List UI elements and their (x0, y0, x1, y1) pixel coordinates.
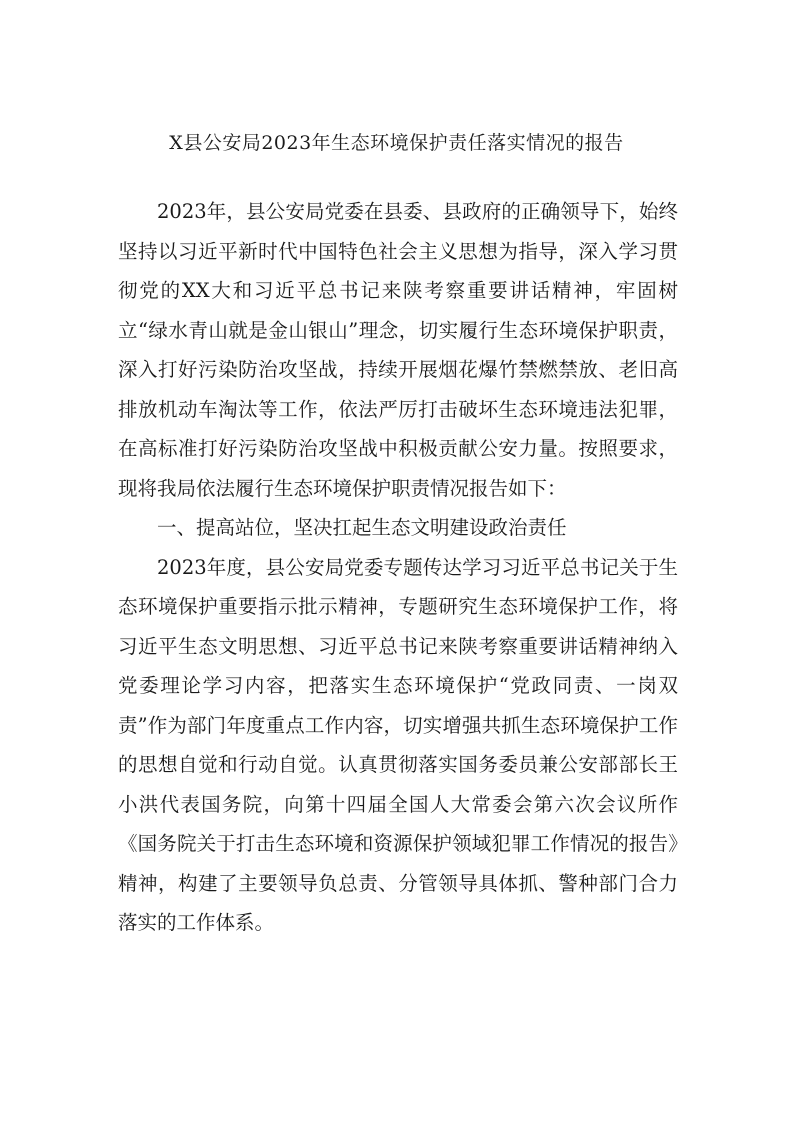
section-1-paragraph: 2023年度，县公安局党委专题传达学习习近平总书记关于生态环境保护重要指示批示精神，专题研究生态环境保护工作，将习近平生态文明思想、习近平总书记来陕考察重要讲话精神纳入党委理论学习内容，把落实生态环境保护“党政同责、一岗双责”作为部门年度重点工作内容，切实增强共抓生态环境保护工作的思想自觉和行动自觉。认真贯彻落实国务委员兼公安部部长王小洪代表国务院，向第十四届全国人大常委会第六次会议所作《国务院关于打击生态环境和资源保护领域犯罪工作情况的报告》精神，构建了主要领导负总责、分管领导具体抓、警种部门合力落实的工作体系。 (118, 555, 678, 934)
document-title: X县公安局2023年生态环境保护责任落实情况的报告 (169, 132, 624, 154)
section-heading-1: 一、提高站位，坚决扛起生态文明建设政治责任 (157, 516, 567, 539)
document-body (118, 192, 678, 943)
intro-paragraph: 2023年，县公安局党委在县委、县政府的正确领导下，始终坚持以习近平新时代中国特色社会主义思想为指导，深入学习贯彻党的XX大和习近平总书记来陕考察重要讲话精神，牢固树立“绿水青山就是金山银山”理念，切实履行生态环境保护职责，深入打好污染防治攻坚战，持续开展烟花爆竹禁燃禁放、老旧高排放机动车淘汰等工作，依法严厉打击破坏生态环境违法犯罪，在高标准打好污染防治攻坚战中积极贡献公安力量。按照要求，现将我局依法履行生态环境保护职责情况报告如下： (118, 200, 678, 500)
